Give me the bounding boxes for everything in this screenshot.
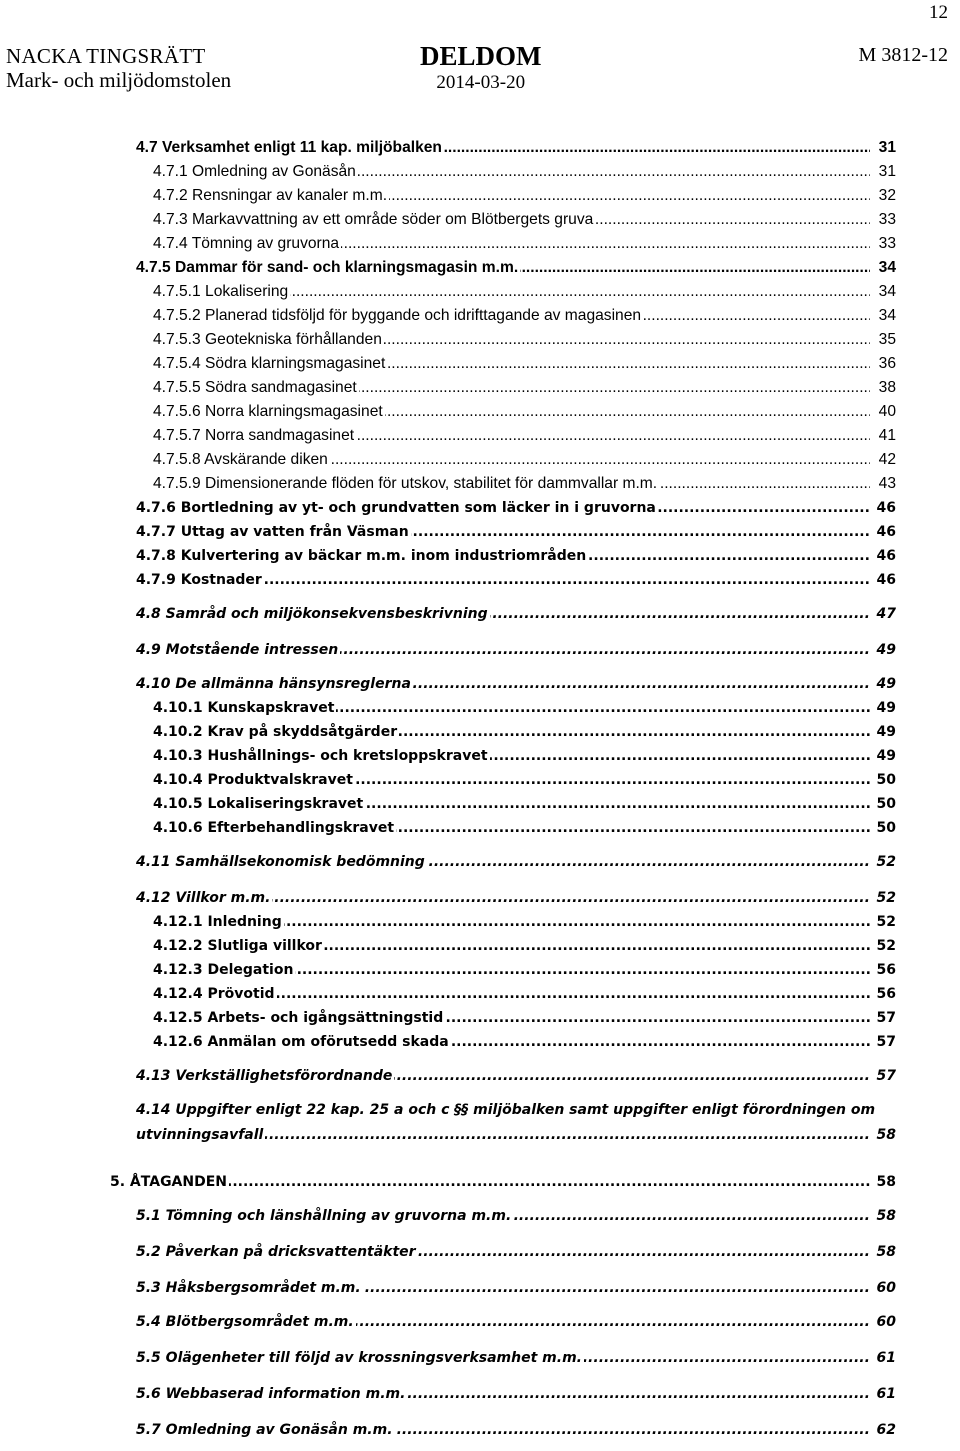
- toc-entry-label: 4.7.9 Kostnader: [136, 568, 264, 592]
- toc-entry[interactable]: [136, 886, 896, 910]
- toc-entry-label: 4.7.5.8 Avskärande diken: [153, 448, 330, 472]
- toc-entry[interactable]: [110, 1170, 896, 1194]
- toc-entry[interactable]: [153, 232, 896, 256]
- toc-entry[interactable]: [136, 496, 896, 520]
- case-number: M 3812-12: [858, 44, 948, 66]
- toc-entry-label: 5.4 Blötbergsområdet m.m.: [136, 1310, 356, 1334]
- toc-entry-page: 58: [876, 1240, 896, 1264]
- toc-entry-label: 5. ÅTAGANDEN: [110, 1170, 229, 1194]
- toc-entry-label: 4.7.3 Markavvattning av ett område söder om Blötbergets gruva: [153, 208, 595, 232]
- toc-entry-label: 4.7.5.5 Södra sandmagasinet: [153, 376, 359, 400]
- toc-entry-label: 5.7 Omledning av Gonäsån m.m.: [136, 1418, 395, 1442]
- toc-entry-page: 58: [876, 1123, 896, 1147]
- toc-entry[interactable]: [153, 472, 896, 496]
- court-department: Mark- och miljödomstolen: [6, 68, 232, 92]
- toc-entry[interactable]: [153, 792, 896, 816]
- toc-entry-page: 61: [876, 1382, 896, 1406]
- toc-entry[interactable]: [153, 1030, 896, 1054]
- toc-entry[interactable]: [136, 1276, 896, 1300]
- toc-entry[interactable]: [153, 934, 896, 958]
- toc-entry-page: 58: [876, 1204, 896, 1228]
- toc-entry-label: 4.10.6 Efterbehandlingskravet: [153, 816, 396, 840]
- toc-entry[interactable]: [153, 1006, 896, 1030]
- toc-entry[interactable]: [136, 1418, 896, 1442]
- toc-entry[interactable]: [153, 400, 896, 424]
- toc-entry-page: 46: [876, 520, 896, 544]
- toc-entry[interactable]: [136, 672, 896, 696]
- toc-entry-label: 4.12.2 Slutliga villkor: [153, 934, 324, 958]
- toc-entry-label: 4.12.3 Delegation: [153, 958, 295, 982]
- toc-entry[interactable]: [153, 696, 896, 720]
- toc-entry-label: utvinningsavfall: [136, 1123, 265, 1147]
- toc-entry-page: 62: [876, 1418, 896, 1442]
- toc-entry-label: 5.2 Påverkan på dricksvattentäkter: [136, 1240, 418, 1264]
- document-date: 2014-03-20: [436, 72, 526, 93]
- toc-entry-page: 46: [876, 544, 896, 568]
- toc-entry[interactable]: [153, 982, 896, 1006]
- toc-entry[interactable]: [153, 376, 896, 400]
- toc-entry-page: 56: [876, 982, 896, 1006]
- toc-entry-page: 57: [876, 1064, 896, 1088]
- toc-entry[interactable]: [136, 1310, 896, 1334]
- document-type: DELDOM: [420, 41, 542, 71]
- toc-entry[interactable]: [153, 304, 896, 328]
- toc-entry[interactable]: [153, 352, 896, 376]
- toc-entry-label: 4.10 De allmänna hänsynsreglerna: [136, 672, 413, 696]
- toc-entry-page: 34: [878, 256, 896, 280]
- toc-entry-label: 4.7.5.6 Norra klarningsmagasinet: [153, 400, 385, 424]
- toc-entry[interactable]: [136, 638, 896, 662]
- toc-entry-label: 5.5 Olägenheter till följd av krossningsverksamhet m.m.: [136, 1346, 584, 1370]
- toc-entry-label: 4.10.4 Produktvalskravet: [153, 768, 355, 792]
- toc-entry[interactable]: [136, 256, 896, 280]
- toc-entry-page: 50: [876, 816, 896, 840]
- toc-entry-page: 42: [878, 448, 896, 472]
- toc-entry[interactable]: [136, 568, 896, 592]
- toc-entry-page: 57: [876, 1030, 896, 1054]
- toc-entry-label: 4.7.5 Dammar för sand- och klarningsmagasin m.m.: [136, 256, 520, 280]
- toc-entry-label: 4.7.7 Uttag av vatten från Väsman: [136, 520, 411, 544]
- toc-entry[interactable]: [153, 744, 896, 768]
- toc-entry-page: 50: [876, 792, 896, 816]
- toc-entry[interactable]: [153, 208, 896, 232]
- toc-entry-label: 4.12.6 Anmälan om oförutsedd skada: [153, 1030, 451, 1054]
- court-name: NACKA TINGSRÄTT: [6, 44, 206, 68]
- toc-entry-label: 4.10.5 Lokaliseringskravet: [153, 792, 365, 816]
- toc-entry-label: 4.8 Samråd och miljökonsekvensbeskrivning: [136, 602, 490, 626]
- toc-entry-page: 43: [878, 472, 896, 496]
- toc-entry-page: 49: [876, 696, 896, 720]
- toc-entry[interactable]: [153, 424, 896, 448]
- toc-entry-label: 4.7.5.2 Planerad tidsföljd för byggande och idrifttagande av magasinen: [153, 304, 643, 328]
- toc-entry-page: 60: [876, 1276, 896, 1300]
- toc-entry-label: 4.13 Verkställighetsförordnande: [136, 1064, 394, 1088]
- toc-entry-page: 58: [876, 1170, 896, 1194]
- toc-entry-label: 4.10.3 Hushållnings- och kretsloppskravet: [153, 744, 490, 768]
- toc-entry-label: 4.12.1 Inledning: [153, 910, 284, 934]
- toc-entry-page: 35: [878, 328, 896, 352]
- toc-entry[interactable]: [136, 136, 896, 160]
- toc-entry-page: 56: [876, 958, 896, 982]
- toc-entry-label: 4.7.1 Omledning av Gonäsån: [153, 160, 358, 184]
- toc-entry-page: 52: [876, 934, 896, 958]
- toc-entry-page: 34: [878, 280, 896, 304]
- toc-entry[interactable]: [153, 328, 896, 352]
- toc-entry-page: 40: [878, 400, 896, 424]
- toc-entry[interactable]: [153, 910, 896, 934]
- toc-entry-label: 4.7 Verksamhet enligt 11 kap. miljöbalken: [136, 136, 444, 160]
- toc-entry-label: 4.11 Samhällsekonomisk bedömning: [136, 850, 427, 874]
- toc-entry-label: 4.7.4 Tömning av gruvorna: [153, 232, 341, 256]
- toc-entry-label: 4.12 Villkor m.m.: [136, 886, 272, 910]
- toc-entry-page: 41: [878, 424, 896, 448]
- toc-entry-page: 33: [878, 208, 896, 232]
- toc-entry-page: 50: [876, 768, 896, 792]
- toc-entry[interactable]: [153, 816, 896, 840]
- toc-entry-label: 5.6 Webbaserad information m.m.: [136, 1382, 407, 1406]
- toc-entry-page: 38: [878, 376, 896, 400]
- toc-entry[interactable]: [153, 160, 896, 184]
- toc-entry[interactable]: [153, 958, 896, 982]
- toc-entry-label: 4.7.8 Kulvertering av bäckar m.m. inom industriområden: [136, 544, 588, 568]
- toc-entry[interactable]: [136, 1123, 896, 1147]
- toc-entry-page: 52: [876, 850, 896, 874]
- toc-entry-page: 60: [876, 1310, 896, 1334]
- toc-entry-page: 61: [876, 1346, 896, 1370]
- toc-entry-label: 4.9 Motstående intressen: [136, 638, 340, 662]
- toc-entry[interactable]: [136, 1098, 896, 1122]
- toc-entry-page: 36: [878, 352, 896, 376]
- toc-entry-label: 4.7.5.4 Södra klarningsmagasinet: [153, 352, 387, 376]
- toc-entry-page: 47: [876, 602, 896, 626]
- toc-entry-label: 5.1 Tömning och länshållning av gruvorna m.m.: [136, 1204, 513, 1228]
- toc-entry-page: 49: [876, 638, 896, 662]
- toc-entry-label: 4.10.2 Krav på skyddsåtgärder: [153, 720, 399, 744]
- toc-entry[interactable]: [136, 1346, 896, 1370]
- toc-entry[interactable]: [136, 1382, 896, 1406]
- toc-entry[interactable]: [136, 1064, 896, 1088]
- toc-entry-label: 4.10.1 Kunskapskravet: [153, 696, 336, 720]
- toc-entry-label: 4.12.5 Arbets- och igångsättningstid: [153, 1006, 445, 1030]
- toc-entry-page: 32: [878, 184, 896, 208]
- toc-entry[interactable]: [136, 1240, 896, 1264]
- toc-entry-label: 4.7.5.7 Norra sandmagasinet: [153, 424, 356, 448]
- toc-entry-label: 4.7.5.9 Dimensionerande flöden för utskov, stabilitet för dammvallar m.m.: [153, 472, 659, 496]
- toc-entry[interactable]: [136, 1204, 896, 1228]
- toc-entry-label: 4.7.5.3 Geotekniska förhållanden: [153, 328, 384, 352]
- toc-entry-page: 49: [876, 672, 896, 696]
- toc-entry[interactable]: [153, 280, 896, 304]
- toc-entry[interactable]: [153, 448, 896, 472]
- toc-entry-page: 52: [876, 886, 896, 910]
- toc-entry-page: 57: [876, 1006, 896, 1030]
- toc-entry[interactable]: [136, 850, 896, 874]
- toc-entry[interactable]: [136, 544, 896, 568]
- toc-entry-label: 4.7.6 Bortledning av yt- och grundvatten som läcker in i gruvorna: [136, 496, 658, 520]
- toc-entry-page: 34: [878, 304, 896, 328]
- toc-entry-label: 4.12.4 Prövotid: [153, 982, 277, 1006]
- toc-entry-page: 31: [878, 136, 896, 160]
- toc-entry[interactable]: [153, 720, 896, 744]
- toc-entry-page: 46: [876, 496, 896, 520]
- toc-entry[interactable]: [136, 520, 896, 544]
- toc-entry-page: 49: [876, 720, 896, 744]
- toc-entry-page: 33: [878, 232, 896, 256]
- toc-entry-page: 31: [878, 160, 896, 184]
- page-number: 12: [929, 2, 948, 23]
- toc-entry-label: 4.14 Uppgifter enligt 22 kap. 25 a och c §§ miljöbalken samt uppgifter enligt förordningen om: [136, 1098, 877, 1122]
- toc-entry[interactable]: [153, 768, 896, 792]
- toc-entry-label: 5.3 Håksbergsområdet m.m.: [136, 1276, 363, 1300]
- toc-entry-page: 46: [876, 568, 896, 592]
- toc-entry-label: 4.7.2 Rensningar av kanaler m.m.: [153, 184, 389, 208]
- toc-entry-label: 4.7.5.1 Lokalisering: [153, 280, 290, 304]
- toc-entry[interactable]: [153, 184, 896, 208]
- toc-entry[interactable]: [136, 602, 896, 626]
- toc-entry-page: 52: [876, 910, 896, 934]
- toc-entry-page: 49: [876, 744, 896, 768]
